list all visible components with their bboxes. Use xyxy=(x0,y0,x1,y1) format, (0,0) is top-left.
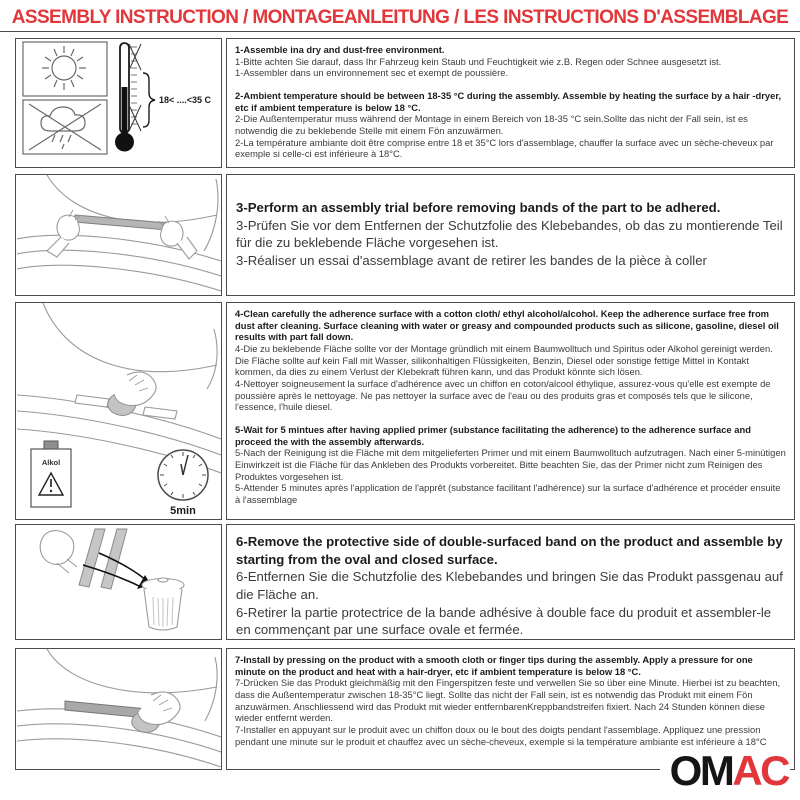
protective-strip xyxy=(101,529,127,589)
step-2-de: 2-Die Außentemperatur muss während der Montage in einem Bereich von 18-35 °C sein.Sollte das nicht der Fall sein, ist es notwendig die zu beklebende Stelle mit einem Fön anzuwärmen. xyxy=(235,113,748,136)
step-6-text xyxy=(226,524,795,640)
cleaning-icon xyxy=(17,303,221,517)
step-1-2-illustration xyxy=(15,38,222,168)
step-3-de: 3-Prüfen Sie vor dem Entfernen der Schutzfolie des Klebebandes, ob das zu montierende Teil für die zu beklebende Fläche vorgesehen ist. xyxy=(236,217,783,251)
wait-time-label: 5min xyxy=(169,505,196,517)
step-7-illustration xyxy=(15,648,222,770)
door-opening-line xyxy=(47,649,217,693)
logo-text-red: AC xyxy=(732,747,788,794)
step-4-5-illustration xyxy=(15,302,222,520)
sun-icon xyxy=(52,56,76,80)
temperature-range-label: 18< ....<35 C xyxy=(158,95,211,105)
step-3-fr: 3-Réaliser un essai d'assemblage avant de retirer les bandes de la pièce à coller xyxy=(236,253,707,269)
step-7-fr: 7-Installer en appuyant sur le produit avec un chiffon doux ou le bout des doigts pendant l'assemblage. Appliquez une pression pendant une minute sur le produit et chauffez avec un sèche-cheveux, exemple si la température ambiante est inférieure à 18°C xyxy=(235,723,767,747)
step-5-de: 5-Nach der Reinigung ist die Fläche mit dem mitgelieferten Primer und mit einem Baumwolltuch aufzutragen. Nach einer 5-minütigen Einwirkzeit ist die Fläche für das Ankleben des Produkts vorbereitet. Bitte beachten Sie, das der Primer nicht zum Reinigen des Produktes vorgesehen ist. xyxy=(235,447,786,482)
step-5-fr: 5-Attender 5 minutes après l'application de l'apprêt (substance facilitant l'adhérence) sur la surface d'adhérence et procéder ensuite à l'assemblage xyxy=(235,482,781,505)
alcohol-bottle-icon xyxy=(31,441,71,507)
step-1-de: 1-Bitte achten Sie darauf, dass Ihr Fahrzeug kein Staub und Feuchtigkeit wie z.B. Regen oder Schnee ausgesetzt ist. xyxy=(235,55,722,67)
protective-strip xyxy=(79,529,105,587)
step-4-en: 4-Clean carefully the adherence surface with a cotton cloth/ ethyl alcohol/alcohol. Keep the adherence surface free from dust after cleaning. Surface cleaning with water or greasy and compounded products such as silicone, gasoline, diesel oil results with part fall down. xyxy=(235,308,779,343)
step-5-en: 5-Wait for 5 mintues after having applied primer (substance facilitating the adherence) to the adherence surface and proceed the with the assembly afterwards. xyxy=(235,423,751,447)
step-4-de: 4-Die zu beklebende Fläche sollte vor der Montage gründlich mit einem Baumwolltuch und Spiritus oder Alkohol gereinigt werden. Die Fläche sollte auf kein Fall mit Wasser, silikonhaltigen Flüssigkeiten, Benzin, Diesel oder sonstige fettige Mittel in Kontakt kommen, da dies zu einem Verlust der Klebekraft führen kann, und das Produkt könnte sich lösen. xyxy=(235,342,773,378)
door-opening-line xyxy=(43,303,217,372)
tape-patch xyxy=(75,395,109,407)
trial-fit-icon xyxy=(17,175,221,293)
step-3-illustration xyxy=(15,174,222,296)
step-6-fr: 6-Retirer la partie protectrice de la bande adhésive à double face du produit et assembler-le en commençant par une surface ovale et fermée. xyxy=(236,604,772,638)
tape-patch xyxy=(143,407,177,419)
step-2-fr: 2-La température ambiante doit être comprise entre 18 et 35°C lors d'assemblage, chauffer la surface avec un sèche-cheveux par exemple si celle-ci est inférieure à 18°C. xyxy=(235,136,774,160)
alcohol-label: Alkol xyxy=(41,458,60,467)
step-3-text xyxy=(226,174,795,296)
step-6-illustration xyxy=(15,524,222,640)
step-7-en: 7-Install by pressing on the product with a smooth cloth or finger tips during the assembly. Apply a pressure for one minute on the product and heat with a hair-dryer, etc if ambient temperature is below 18 °C. xyxy=(235,654,753,677)
step-3-en: 3-Perform an assembly trial before removing bands of the part to be adhered. xyxy=(236,200,721,215)
logo-text-black: OM xyxy=(669,747,733,794)
door-opening-line xyxy=(47,175,217,222)
trim-strip xyxy=(75,215,167,230)
sun-rays xyxy=(42,46,86,90)
step-6-de: 6-Entfernen Sie die Schutzfolie des Klebebandes und bringen Sie das Produkt passgenau auf die Fläche an. xyxy=(236,569,783,603)
step-1-2-text xyxy=(226,38,795,168)
step-1-fr: 1-Assembler dans un environnement sec et exempt de poussière. xyxy=(235,67,509,79)
omac-logo xyxy=(660,748,790,794)
peeling-hand xyxy=(40,531,74,565)
climate-thermometer-icon xyxy=(17,39,221,165)
step-4-fr: 4-Nettoyer soigneusement la surface d'adhérence avec un chiffon en coton/alcool éthylique, assurez-vous qu'elle est exempte de poussière après le nettoyage. Ne pas nettoyer la surface avec de l'eau ou des produits gras et composés tels que le silicone, l'essence, l'huile diesel. xyxy=(235,377,771,413)
step-1-en: 1-Assemble ina dry and dust-free environment. xyxy=(235,44,445,55)
sun-box xyxy=(23,42,107,96)
step-4-5-text xyxy=(226,302,795,520)
page-title: ASSEMBLY INSTRUCTION / MONTAGEANLEITUNG / LES INSTRUCTIONS D'ASSEMBLAGE xyxy=(11,7,789,28)
thermometer-icon xyxy=(115,43,155,152)
step-6-en: 6-Remove the protective side of double-surfaced band on the product and assemble by starting from the oval and closed surface. xyxy=(236,534,783,567)
step-2-en: 2-Ambient temperature should be between 18-35 °C during the assembly. Assemble by heating the surface by a hair -dryer, etc if ambient temperature is below 18 °C. xyxy=(235,89,782,113)
clock-icon xyxy=(158,450,208,517)
step-7-de: 7-Drücken Sie das Produkt gleichmäßig mit den Fingerspitzen feste und verwellen Sie so über eine Minute. Hierbei ist zu beachten, dass die Außentemperatur zwischen 18-35°C liegt. Sollte das nicht der Fall sein, ist es notwendig das Produkt mit einem Fön anzuwärmen. Anschliessend wird das Produkt mit wieder entfernbarenKreppbandstreifen fixiert. Nach 24 Stunden können diese wieder entfernt werden. xyxy=(235,677,781,724)
range-brace xyxy=(143,73,155,127)
title-divider xyxy=(0,31,800,32)
discard-liner-icon xyxy=(17,525,221,637)
trash-can-icon xyxy=(142,578,184,630)
press-install-icon xyxy=(17,649,221,767)
